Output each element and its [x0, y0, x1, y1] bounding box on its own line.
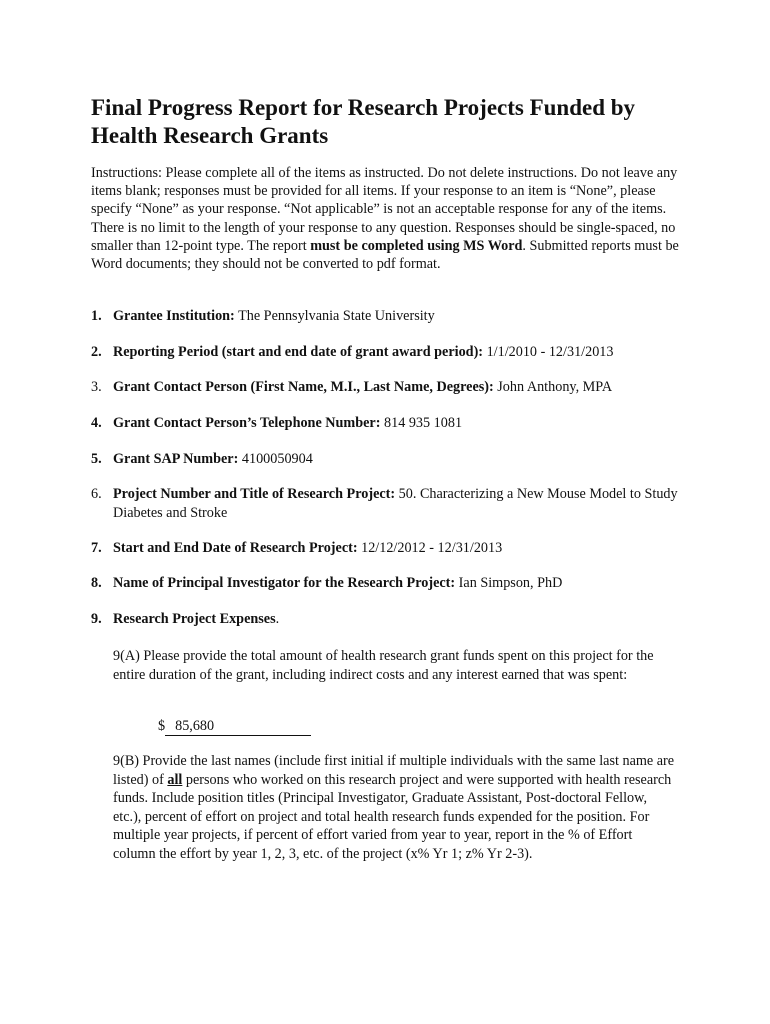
- instructions-bold-text: must be completed using MS Word: [310, 237, 523, 254]
- item-contact-telephone: [91, 414, 691, 433]
- item-value: 12/12/2012 - 12/31/2013: [357, 540, 503, 556]
- section-9b-text-end: persons who worked on this research project and were supported with health research funds. Include position titles (Principal Investigator, Graduate Assistant, Post-doctoral Fellow, etc.), percent of effort on project and total health research funds expended for the position. For multiple year projects, if percent of effort varied from year to year, report in the % of Effort column the effort by year 1, 2, 3, etc. of the project (x% Yr 1; z% Yr 2-3).: [113, 771, 672, 862]
- item-number: 2.: [91, 344, 102, 360]
- item-grantee-institution: [91, 307, 691, 326]
- item-project-dates: [91, 539, 691, 558]
- item-value: John Anthony, MPA: [493, 379, 613, 395]
- section-9b-paragraph: [113, 752, 678, 863]
- item-number: 8.: [91, 575, 102, 591]
- item-grant-contact-person: [91, 378, 691, 397]
- item-number: 9.: [91, 611, 102, 627]
- item-number: 6.: [91, 486, 102, 502]
- item-label: Start and End Date of Research Project:: [113, 540, 358, 556]
- page-title: Final Progress Report for Research Projects Funded by Health Research Grants: [91, 95, 636, 148]
- item-number: 5.: [91, 451, 102, 467]
- item-label: Grantee Institution:: [113, 308, 235, 324]
- instructions-paragraph: [91, 164, 691, 273]
- item-value: 50. Characterizing a New Mouse Model to Study Diabetes and Stroke: [113, 486, 678, 521]
- amount-value: 85,680: [165, 718, 311, 736]
- item-research-expenses: [91, 610, 691, 629]
- currency-symbol: $: [158, 718, 166, 734]
- item-project-title: [91, 485, 691, 523]
- item-value: Ian Simpson, PhD: [455, 575, 563, 591]
- item-label: Research Project Expenses: [113, 611, 276, 627]
- item-value: The Pennsylvania State University: [234, 308, 435, 324]
- instructions-text-end: . Submitted reports must be Word documents; they should not be converted to pdf format.: [91, 237, 679, 273]
- item-label: Grant Contact Person (First Name, M.I., Last Name, Degrees):: [113, 379, 494, 395]
- item-value: 4100050904: [238, 451, 313, 467]
- item-principal-investigator: [91, 574, 691, 593]
- item-label: Grant Contact Person’s Telephone Number:: [113, 415, 381, 431]
- item-value: 814 935 1081: [380, 415, 463, 431]
- item-number: 7.: [91, 540, 102, 556]
- item-label: Reporting Period (start and end date of grant award period):: [113, 344, 484, 360]
- item-value: 1/1/2010 - 12/31/2013: [483, 344, 614, 360]
- section-9a-paragraph: 9(A) Please provide the total amount of health research grant funds spent on this project for the entire duration of the grant, including indirect costs and any interest earned that was spent:: [113, 648, 654, 683]
- section-9b-emphasis: all: [167, 771, 183, 788]
- item-number: 3.: [91, 379, 102, 395]
- item-reporting-period: [91, 343, 691, 362]
- item-label: Grant SAP Number:: [113, 451, 239, 467]
- item-number: 1.: [91, 308, 102, 324]
- amount-field: [158, 717, 311, 736]
- section-9b-text: 9(B) Provide the last names (include first initial if multiple individuals with the same last name are listed) of: [113, 753, 675, 788]
- item-value: .: [275, 611, 280, 627]
- item-number: 4.: [91, 415, 102, 431]
- instructions-text: Instructions: Please complete all of the items as instructed. Do not delete instructions. Do not leave any items blank; responses must be provided for all items. If your response to an item is “None”, please specify “None” as your response. “Not applicable” is not an acceptable response for any of the items. There is no limit to the length of your response to any question. Responses should be single-spaced, no smaller than 12-point type. The report: [91, 165, 678, 254]
- item-label: Name of Principal Investigator for the Research Project:: [113, 575, 456, 591]
- item-grant-sap-number: [91, 450, 691, 469]
- item-label: Project Number and Title of Research Project:: [113, 486, 396, 502]
